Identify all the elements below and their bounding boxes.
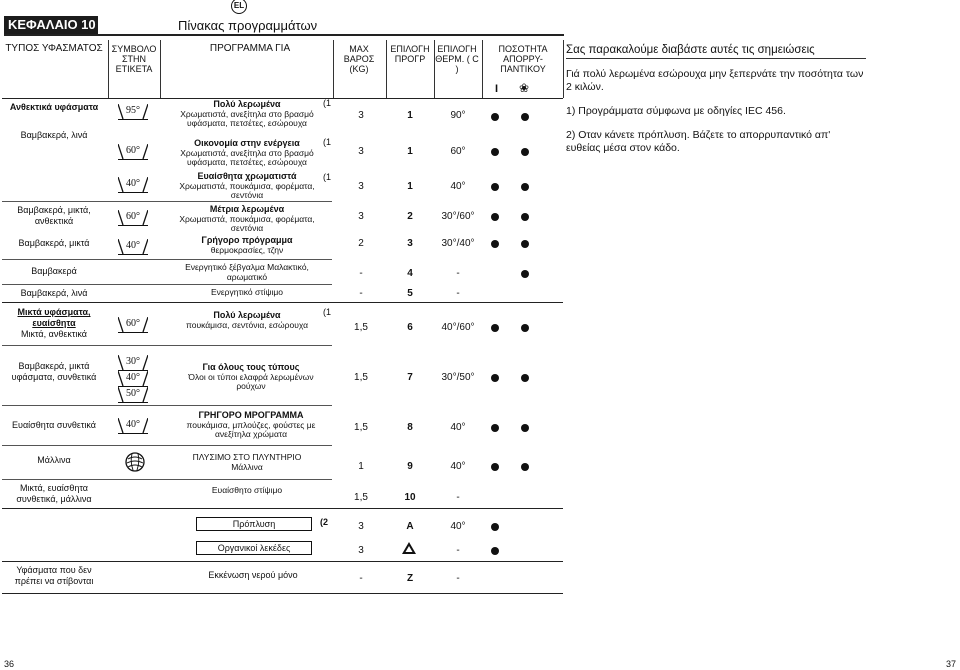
col-header-detergent: ΠΟΣΟΤΗΤΑ ΑΠΟΡΡΥ- ΠΑΝΤΙΚΟΥ [498,44,548,74]
table-bottom-border [2,593,563,594]
max-weight: 1,5 [354,322,368,333]
fabric-type-label: Βαμβακερά, λινά [20,288,88,298]
program-number: 2 [407,211,413,222]
row-separator [2,479,332,480]
fabric-type-label: Ανθεκτικά υφάσματα [9,102,99,112]
temperature: 30°/40° [441,238,475,249]
max-weight: - [359,573,363,584]
program-description: Ενεργητικό ξέβγαλμα Μαλακτικό, αρωματικό [185,262,309,282]
max-weight: 3 [358,110,364,121]
program-number: 8 [407,422,413,433]
row-separator [2,345,332,346]
program-description: Ενεργητικό στίψιμο [210,287,284,297]
wash-tub-icon: 60° [118,317,148,333]
fabric-type-label: Μικτά, ευαίσθητα συνθετικά, μάλλινα [16,483,92,504]
wash-tub-icon: 40° [118,371,148,387]
wash-tub-icon: 50° [118,387,148,403]
softener-dot [521,463,529,471]
max-weight: 1,5 [354,422,368,433]
max-weight: 3 [358,211,364,222]
program-number: 5 [407,288,413,299]
softener-dot [521,424,529,432]
max-weight: 3 [358,545,364,556]
header-separator [2,98,563,99]
wool-ball-icon [124,451,146,473]
softener-dot [521,113,529,121]
footnote-ref: (2 [320,517,329,527]
temperature: - [456,288,460,299]
column-rule [108,40,109,98]
wash-tub-icon: 40° [118,239,148,255]
program-description: Γρήγορο πρόγραμμα θερμοκρασίες, τζην [201,235,293,255]
program-description: ΠΛΥΣΙΜΟ ΣΤΟ ΠΛΥΝΤΗΡΙΟ Μάλλινα [192,452,302,472]
col-header-type: ΤΥΠΟΣ ΥΦΑΣΜΑΤΟΣ [5,43,103,54]
col-header-program-for: ΠΡΟΓΡΑΜΜΑ ΓΙΑ [209,43,291,54]
fabric-type-label: Βαμβακερά, μικτά υφάσματα, συνθετικά [11,361,97,382]
fabric-type-label: Ευαίσθητα συνθετικά [12,420,96,430]
temperature: 40° [450,521,466,532]
row-separator [2,201,332,202]
column-rule [482,40,483,98]
max-weight: 1,5 [354,372,368,383]
wash-tub-icon: 60° [118,144,148,160]
program-number: 1 [407,181,413,192]
wash-tub-icon: 60° [118,210,148,226]
temperature: 30°/50° [441,372,475,383]
temperature: - [456,268,460,279]
fabric-type-label: Βαμβακερά, λινά [20,130,88,140]
temperature: - [456,492,460,503]
detergent-dot [491,463,499,471]
fabric-type-label: Βαμβακερά, μικτά, ανθεκτικά [17,205,91,226]
program-description: Οικονομία στην ενέργεια Χρωματιστά, ανεξίτηλα στο βρασμό υφάσματα, πετσέτες, εσώρουχα [180,138,314,167]
temperature: 40° [450,461,466,472]
section-separator [2,508,563,509]
detergent-dot [491,374,499,382]
detergent-dot [491,113,499,121]
language-badge: EL [231,0,247,14]
col-header-program-select: ΕΠΙΛΟΓΗ ΠΡΟΓΡ [390,44,430,64]
softener-dot [521,240,529,248]
row-separator [2,259,332,260]
section-separator [2,302,563,303]
max-weight: 3 [358,146,364,157]
fabric-type-label: Υφάσματα που δεν πρέπει να στίβονται [14,565,94,586]
col-header-temp-select: ΕΠΙΛΟΓΗ ΘΕΡΜ. ( C ) [435,44,479,74]
program-description: Ευαίσθητο στίψιμο [211,485,283,495]
triangle-program-icon [402,541,414,553]
wash-tub-icon: 40° [118,418,148,434]
fabric-type-label: Μικτά, ανθεκτικά [21,329,87,339]
max-weight: 2 [358,238,364,249]
temperature: 60° [450,146,466,157]
row-separator [2,445,332,446]
page-number-right: 37 [946,659,957,669]
program-description: Πολύ λερωμένα Χρωματιστά, ανεξίτηλα στο βρασμό υφάσματα, πετσέτες, εσώρουχα [180,99,314,128]
program-number: 7 [407,372,413,383]
page-number-left: 36 [4,659,15,669]
softener-dot [521,374,529,382]
program-description: Πολύ λερωμένα πουκάμισα, σεντόνια, εσώρουχα [185,310,309,330]
program-number: 3 [407,238,413,249]
detergent-main-icon: I [495,83,499,95]
detergent-dot [491,213,499,221]
program-number: 1 [407,146,413,157]
column-rule [563,40,564,98]
stain-option-box: Οργανικοί λεκέδες [196,541,312,555]
detergent-dot [491,523,499,531]
max-weight: 3 [358,181,364,192]
detergent-dot [491,324,499,332]
detergent-dot [491,547,499,555]
notes-footnote-1: 1) Προγράμματα σύμφωνα με οδηγίες IEC 456. [566,105,786,117]
column-rule [386,40,387,98]
column-rule [434,40,435,98]
footnote-ref: (1 [323,98,332,108]
notes-divider [566,58,866,59]
footnote-ref: (1 [323,137,332,147]
prewash-option-box: Πρόπλυση [196,517,312,531]
notes-footnote-2: 2) Οταν κάνετε πρόπλυση. Βάζετε το απορρυπαντικό απ' ευθείας μέσα στον κάδο. [566,129,831,154]
softener-dot [521,270,529,278]
fabric-type-heading: Μικτά υφάσματα, ευαίσθητα [17,307,91,328]
row-separator [2,405,332,406]
wash-tub-icon: 30° [118,355,148,371]
temperature: 90° [450,110,466,121]
program-number: A [406,521,414,532]
chapter-underline [4,34,564,36]
drain-only-label: Εκκένωση νερού μόνο [208,570,298,580]
fabric-type-label: Μάλλινα [37,455,71,465]
chapter-title: ΚΕΦΑΛΑΙΟ 10 [4,16,98,34]
temperature: - [456,545,460,556]
detergent-dot [491,148,499,156]
max-weight: - [359,268,363,279]
softener-flower-icon: ❀ [519,81,530,95]
program-number: 6 [407,322,413,333]
temperature: - [456,573,460,584]
fabric-type-label: Βαμβακερά [31,266,77,276]
temperature: 40° [450,181,466,192]
col-header-symbol: ΣΥΜΒΟΛΟ ΣΤΗΝ ΕΤΙΚΕΤΑ [111,44,157,74]
program-number: 10 [404,492,416,503]
row-separator [2,284,332,285]
footnote-ref: (1 [323,307,332,317]
softener-dot [521,324,529,332]
notes-title: Σας παρακαλούμε διαβάστε αυτές τις σημειώσεις [566,44,815,56]
wash-tub-icon: 40° [118,177,148,193]
temperature: 40°/60° [441,322,475,333]
program-description: Μέτρια λερωμένα Χρωματιστά, πουκάμισα, φορέματα, σεντόνια [179,204,315,233]
softener-dot [521,148,529,156]
temperature: 40° [450,422,466,433]
fabric-type-label: Βαμβακερά, μικτά [18,238,90,248]
col-header-max-weight: MAX ΒΑΡΟΣ (KG) [343,44,375,74]
program-description: Ευαίσθητα χρωματιστά Χρωματιστά, πουκάμισα, φορέματα, σεντόνια [179,171,315,200]
column-rule [160,40,161,98]
program-number: 4 [407,268,413,279]
program-description: Για όλους τους τύπους Όλοι οι τύποι ελαφρά λερωμένων ρούχων [188,362,314,391]
section-separator [2,561,563,562]
footnote-ref: (1 [323,172,332,182]
program-number: Z [406,573,414,584]
detergent-dot [491,240,499,248]
max-weight: - [359,288,363,299]
program-description: ΓΡΗΓΟΡΟ ΜΡΟΓΡΑΜΜΑ πουκάμισα, μπλούζες, φούστες με ανεξίτηλα χρώματα [186,410,316,439]
table-title: Πίνακας προγραμμάτων [178,18,318,33]
temperature: 30°/60° [441,211,475,222]
notes-weight-warning: Γιά πολύ λερωμένα εσώρουχα μην ξεπερνάτε την ποσότητα των 2 κιλών. [566,68,864,93]
max-weight: 3 [358,521,364,532]
softener-dot [521,213,529,221]
max-weight: 1,5 [354,492,368,503]
wash-tub-icon: 95° [118,104,148,120]
program-number: 1 [407,110,413,121]
detergent-dot [491,183,499,191]
softener-dot [521,183,529,191]
column-rule [333,40,334,98]
program-number: 9 [407,461,413,472]
detergent-dot [491,424,499,432]
max-weight: 1 [358,461,364,472]
